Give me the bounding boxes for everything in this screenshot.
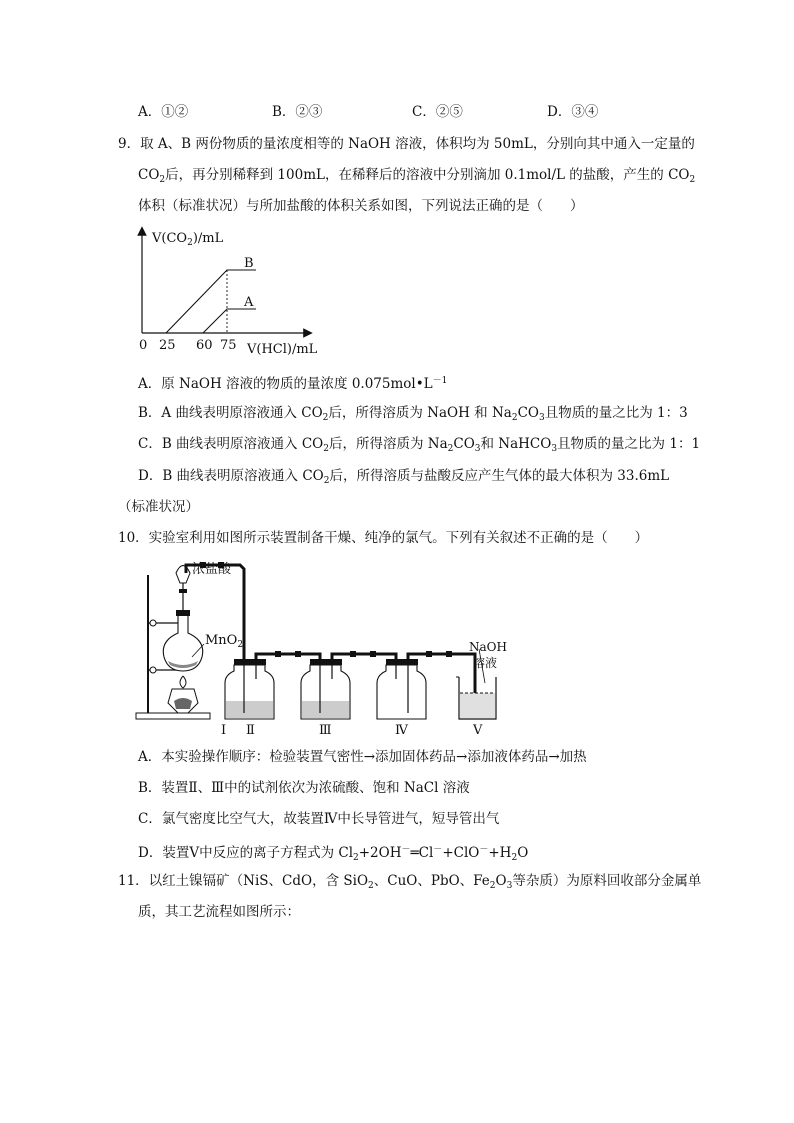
x-axis-label: V(HCl)/mL (247, 342, 318, 357)
y-axis-label: $V(CO_2)/mL$ (152, 231, 224, 248)
q9-option-b: B．A 曲线表明原溶液通入 $CO_2$后，所得溶质为 NaOH 和 $Na_2CO_3$且物质的量之比为 1：3 (138, 405, 688, 423)
curve-a (203, 309, 256, 333)
q8-option-b: B．②③ (272, 104, 323, 120)
roman-5: Ⅴ (473, 723, 483, 738)
curve-b-label: B (244, 256, 254, 271)
curve-b (166, 270, 256, 333)
roman-3: Ⅲ (319, 723, 332, 738)
q10-option-a: A．本实验操作顺序：检验装置气密性→添加固体药品→添加液体药品→加热 (138, 749, 587, 765)
mno2-label: MnO$_2$ (205, 633, 244, 650)
acid-label: 浓盐酸 (192, 562, 232, 577)
q8-option-d: D．③④ (547, 104, 599, 120)
q9-stem-line3: 体积（标准状况）与所加盐酸的体积关系如图，下列说法正确的是（ ） (138, 198, 584, 214)
roman-1: Ⅰ (221, 723, 227, 738)
q9-option-d-cont: （标准状况） (118, 499, 199, 515)
q11-stem-line2: 质，其工艺流程如图所示： (138, 904, 300, 920)
soln-label: 溶液 (473, 656, 498, 670)
curve-a-label: A (244, 295, 254, 310)
q9-option-d: D．B 曲线表明原溶液通入 $CO_2$后，所得溶质与盐酸反应产生气体的最大体积为 33.6mL (138, 468, 670, 486)
q10-option-d: D．装置Ⅴ中反应的离子方程式为 $Cl_2+2OH^-═Cl^-+ClO^-+H_2O$ (138, 845, 529, 863)
q9-graph (130, 225, 330, 360)
q8-option-c: C．②⑤ (412, 104, 463, 120)
q11-stem-line1: 11．以红土镍镉矿（NiS、CdO，含 SiO$_2$、CuO、PbO、$Fe_2O_3$等杂质）为原料回收部分金属单 (118, 873, 702, 891)
tick-60: 60 (196, 338, 213, 353)
q9-stem-line1: 9．取 A、B 两份物质的量浓度相等的 NaOH 溶液，体积均为 50mL，分别向其中通入一定量的 (118, 136, 695, 152)
q9-stem-line2: $CO_2$后，再分别稀释到 100mL，在稀释后的溶液中分别滴加 0.1mol/L 的盐酸，产生的 $CO_2$ (138, 167, 696, 185)
naoh-label: NaOH (469, 640, 507, 654)
tick-25: 25 (159, 338, 176, 353)
q10-stem: 10．实验室利用如图所示装置制备干燥、纯净的氯气。下列有关叙述不正确的是（ ） (118, 530, 649, 546)
q10-option-b: B．装置Ⅱ、Ⅲ中的试剂依次为浓硫酸、饱和 NaCl 溶液 (138, 780, 470, 796)
q9-option-c: C．B 曲线表明原溶液通入 $CO_2$后，所得溶质为 $Na_2CO_3$和 NaHCO$_3$且物质的量之比为 1：1 (138, 436, 701, 454)
tick-75: 75 (220, 338, 237, 353)
q10-option-c: C．氯气密度比空气大，故装置Ⅳ中长导管进气，短导管出气 (138, 811, 500, 827)
q10-apparatus (130, 553, 530, 738)
q9-option-a: A．原 NaOH 溶液的物质的量浓度 $0.075mol•L^{-1}$ (138, 376, 448, 392)
tick-0: 0 (139, 338, 148, 353)
q8-option-a: A．①② (138, 104, 189, 120)
roman-2: Ⅱ (246, 723, 255, 738)
roman-4: Ⅳ (395, 723, 408, 738)
